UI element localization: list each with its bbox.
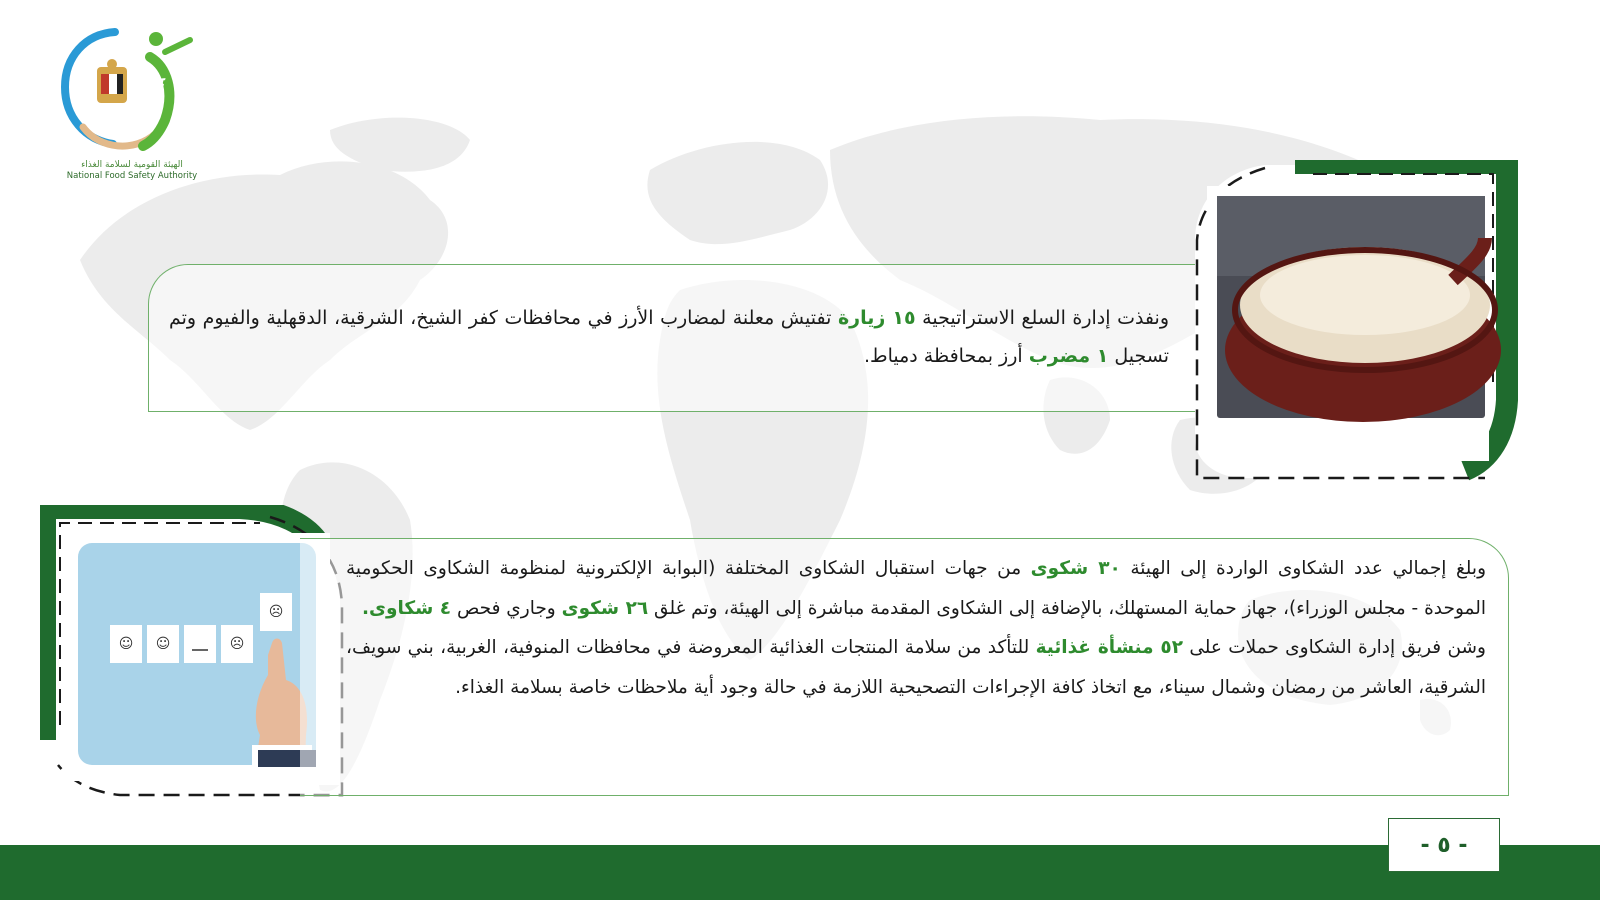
text-run: تفتيش معلنة لمضارب الأرز في محافظات كفر الشيخ، الشرقية، الدقهلية والفيوم وتم تسجيل <box>169 307 1169 367</box>
footer-bar <box>0 845 1600 900</box>
complaints-textbox <box>300 538 1509 796</box>
svg-text:☹: ☹ <box>229 636 245 652</box>
rice-bowl-photo <box>1217 196 1501 422</box>
rice-photo-frame <box>1185 160 1545 490</box>
rice-inspection-textbox <box>148 264 1209 412</box>
highlight-total-complaints: ٣٠ شكوى <box>1030 558 1121 579</box>
highlight-mills-count: ١ مضرب <box>1028 345 1109 367</box>
page-number: - ٥ - <box>1388 818 1500 872</box>
highlight-closed-complaints: ٢٦ شكوى <box>561 597 649 619</box>
logo-emblem-icon <box>55 22 205 162</box>
rice-inspection-paragraph <box>169 299 1169 375</box>
text-run: وبلغ إجمالي عدد الشكاوى الواردة إلى الهيئة <box>1120 558 1487 579</box>
highlight-pending-complaints: ٤ شكاوى. <box>361 597 452 619</box>
highlight-food-facilities: ٥٢ منشأة غذائية <box>1035 637 1184 658</box>
complaints-paragraph-1 <box>346 549 1486 707</box>
text-run: للتأكد من سلامة المنتجات الغذائية المعروضة في محافظات المنوفية، الغربية، بني سويف، الشرقية، العاشر من رمضان وشمال سيناء، مع اتخاذ كافة الإجراءات التصحيحية اللازمة في حالة وجود أية ملاحظات خاصة بسلامة الغذاء. <box>346 637 1486 698</box>
highlight-visits-count: ١٥ زيارة <box>837 307 916 329</box>
svg-text:☺: ☺ <box>118 636 134 652</box>
text-run: ونفذت إدارة السلع الاستراتيجية <box>915 307 1170 329</box>
svg-text:☹: ☹ <box>268 604 284 620</box>
feedback-emoji-photo <box>78 543 316 767</box>
text-run: وشن فريق إدارة الشكاوى حملات على <box>1183 637 1486 658</box>
text-run: من جهات استقبال الشكاوى المختلفة (البوابة الإلكترونية لمنظومة الشكاوى الحكومية الموحدة - مجلس الوزراء)، جهاز حماية المستهلك، بالإضافة إلى الشكاوى المقدمة مباشرة إلى الهيئة، وتم غلق <box>346 558 1486 619</box>
text-run: أرز بمحافظة دمياط. <box>864 345 1029 367</box>
logo-name-english: National Food Safety Authority <box>66 171 198 181</box>
logo-name-arabic: الهيئة القومية لسلامة الغذاء <box>81 160 183 170</box>
text-run: وجاري فحص <box>451 597 562 619</box>
svg-text:☺: ☺ <box>155 636 171 652</box>
logo-acronym: NFSA <box>147 75 169 111</box>
